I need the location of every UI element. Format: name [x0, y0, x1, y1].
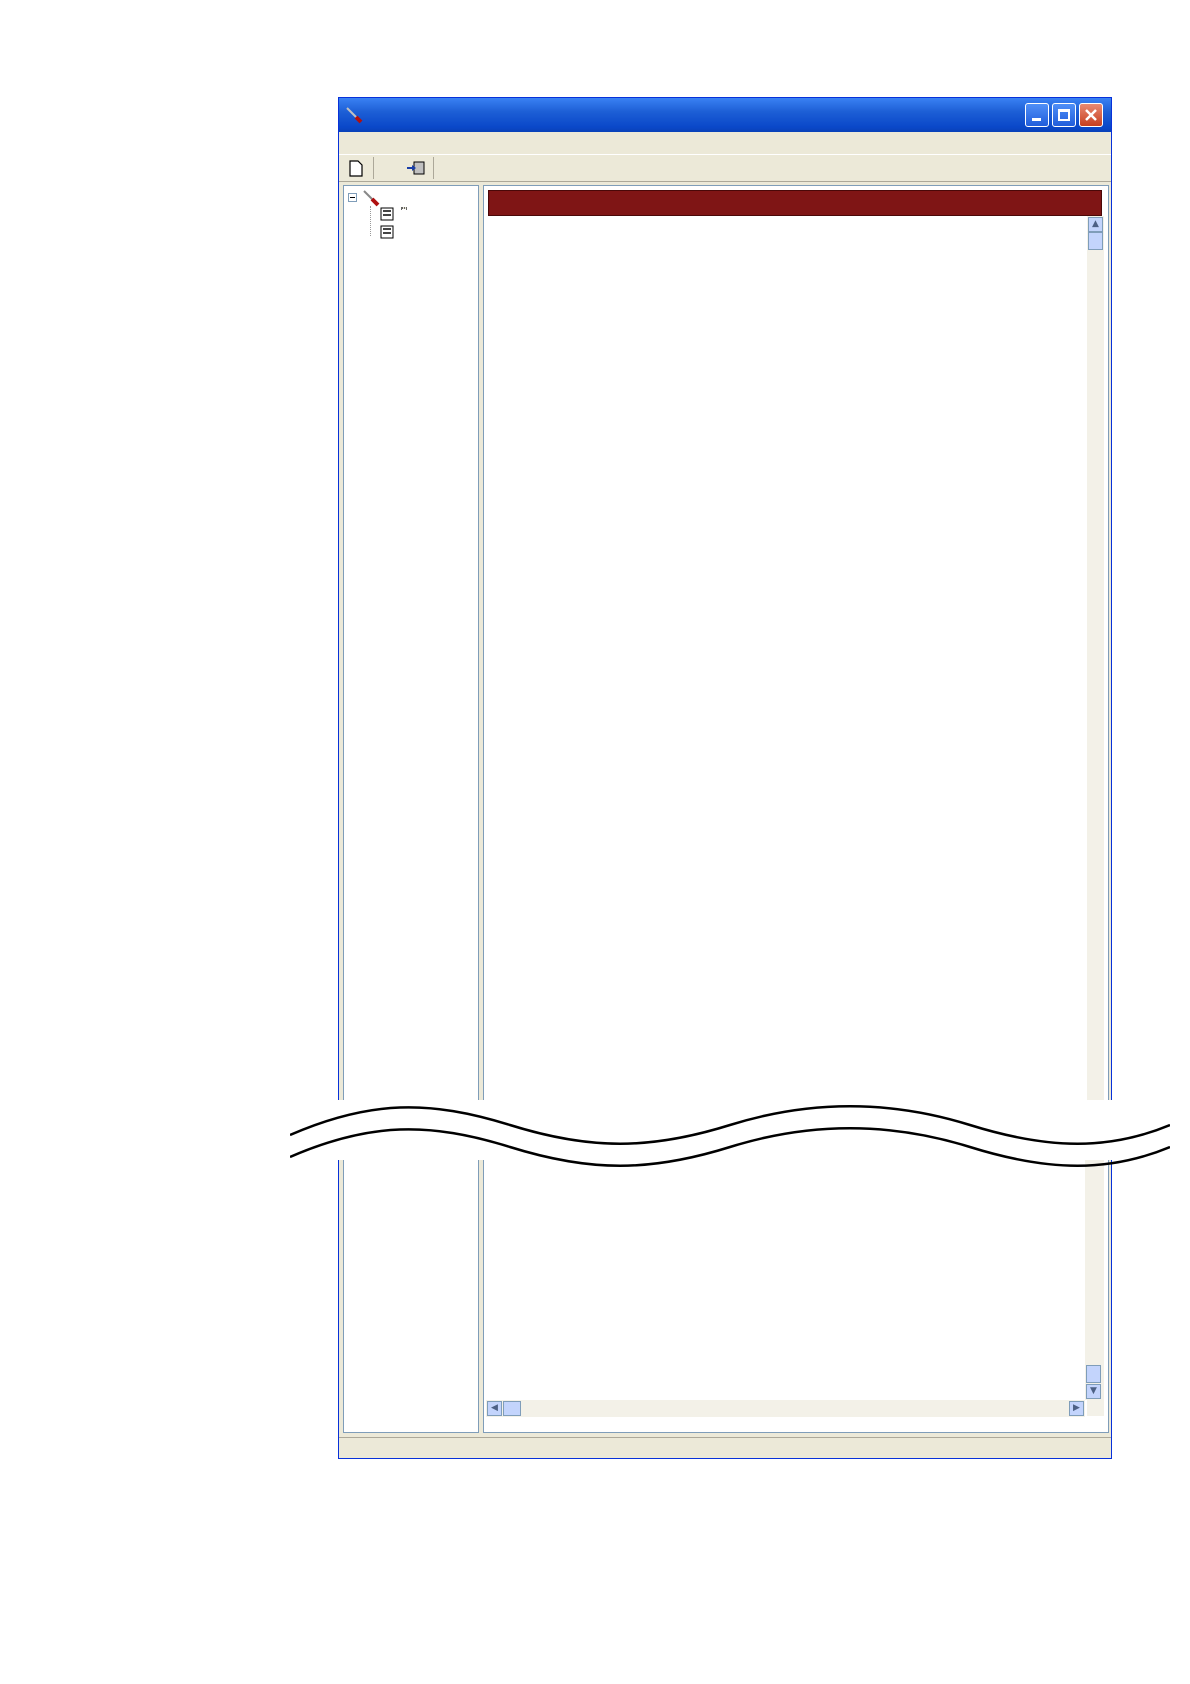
page-break-wave [290, 1095, 1170, 1167]
toolbar-separator [433, 157, 434, 179]
scroll-thumb[interactable] [1088, 232, 1103, 250]
panel-header [488, 190, 1102, 216]
maximize-icon [1058, 109, 1070, 121]
tree-view [343, 185, 479, 1433]
screwdriver-icon [345, 106, 363, 124]
document-icon [380, 225, 394, 239]
toolbar [339, 154, 1111, 182]
status-bar [339, 1437, 1111, 1458]
scroll-thumb-horizontal[interactable] [503, 1401, 521, 1416]
scroll-right-button[interactable]: ▶ [1069, 1401, 1084, 1416]
maximize-button[interactable] [1052, 103, 1076, 127]
scroll-up-button[interactable]: ▲ [1088, 217, 1103, 232]
new-button[interactable] [345, 158, 367, 179]
tree-item-adjust[interactable] [401, 207, 407, 209]
collapse-toggle[interactable] [348, 193, 357, 202]
minimize-icon [1032, 118, 1041, 121]
new-document-icon [345, 158, 367, 179]
menu-bar [339, 132, 1111, 154]
close-button[interactable] [1079, 103, 1103, 127]
vertical-scrollbar-lower[interactable] [1085, 1160, 1102, 1400]
document-icon [380, 207, 394, 221]
title-bar[interactable] [339, 98, 1111, 132]
horizontal-scrollbar[interactable] [486, 1400, 1085, 1417]
toolbar-separator [373, 157, 374, 179]
connect-icon [405, 158, 427, 179]
minimize-button[interactable] [1025, 103, 1049, 127]
adjust-panel-lower [482, 1160, 1108, 1430]
close-icon [1084, 108, 1098, 122]
scroll-down-button[interactable]: ▼ [1086, 1384, 1101, 1399]
screwdriver-icon [362, 189, 380, 207]
connect-button[interactable] [405, 158, 427, 179]
tree-line [370, 206, 372, 236]
scroll-left-button[interactable]: ◀ [487, 1401, 502, 1416]
scroll-thumb[interactable] [1086, 1365, 1101, 1383]
